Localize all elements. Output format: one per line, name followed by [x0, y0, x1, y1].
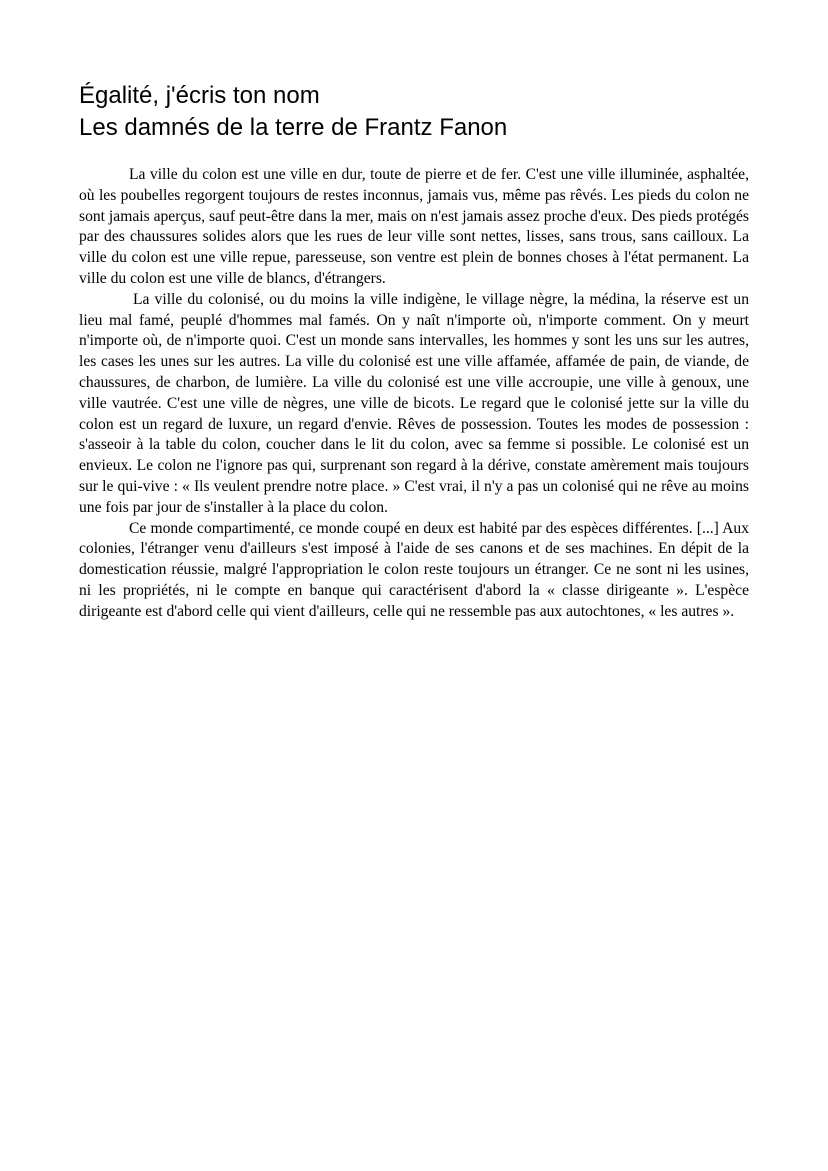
title-line-2: Les damnés de la terre de Frantz Fanon — [79, 114, 508, 141]
paragraph: La ville du colon est une ville en dur, toute de pierre et de fer. C'est une ville illuminée, asphaltée, où les poubelles regorgent toujours de restes inconnus, jamais vus, même pas rêvés. Les pieds du colon ne sont jamais aperçus, sauf peut-être dans la mer, mais on n'est jamais assez proche d'eux. Des pieds protégés par des chaussures solides alors que les rues de leur ville sont nettes, lisses, sans trous, sans cailloux. La ville du colon est une ville repue, paresseuse, son ventre est plein de bonnes choses à l'état permanent. La ville du colon est une ville de blancs, d'étrangers. — [79, 166, 749, 287]
title-line-1: Égalité, j'écris ton nom — [79, 82, 320, 109]
document-title — [79, 80, 759, 144]
paragraph: La ville du colonisé, ou du moins la ville indigène, le village nègre, la médina, la réserve est un lieu mal famé, peuplé d'hommes mal famés. On y naît n'importe où, n'importe comment. On y meurt n'importe où, de n'importe quoi. C'est un monde sans intervalles, les hommes y sont les uns sur les autres, les cases les unes sur les autres. La ville du colonisé est une ville affamée, affamée de pain, de viande, de chaussures, de charbon, de lumière. La ville du colonisé est une ville accroupie, une ville à genoux, une ville vautrée. C'est une ville de nègres, une ville de bicots. Le regard que le colonisé jette sur la ville du colon est un regard de luxure, un regard d'envie. Rêves de possession. Toutes les modes de possession : s'asseoir à la table du colon, coucher dans le lit du colon, avec sa femme si possible. Le colonisé est un envieux. Le colon ne l'ignore pas qui, surprenant son regard à la dérive, constate amèrement mais toujours sur le qui-vive : « Ils veulent prendre notre place. » C'est vrai, il n'y a pas un colonisé qui ne rêve au moins une fois par jour de s'installer à la place du colon. — [79, 290, 749, 516]
paragraph: Ce monde compartimenté, ce monde coupé en deux est habité par des espèces différentes. [...] Aux colonies, l'étranger venu d'ailleurs s'est imposé à l'aide de ses canons et de ses machines. En dépit de la domestication réussie, malgré l'appropriation le colon reste toujours un étranger. Ce ne sont ni les usines, ni les propriétés, ni le compte en banque qui caractérisent d'abord la « classe dirigeante ». L'espèce dirigeante est d'abord celle qui vient d'ailleurs, celle qui ne ressemble pas aux autochtones, « les autres ». — [79, 519, 749, 620]
document-body — [79, 165, 749, 623]
